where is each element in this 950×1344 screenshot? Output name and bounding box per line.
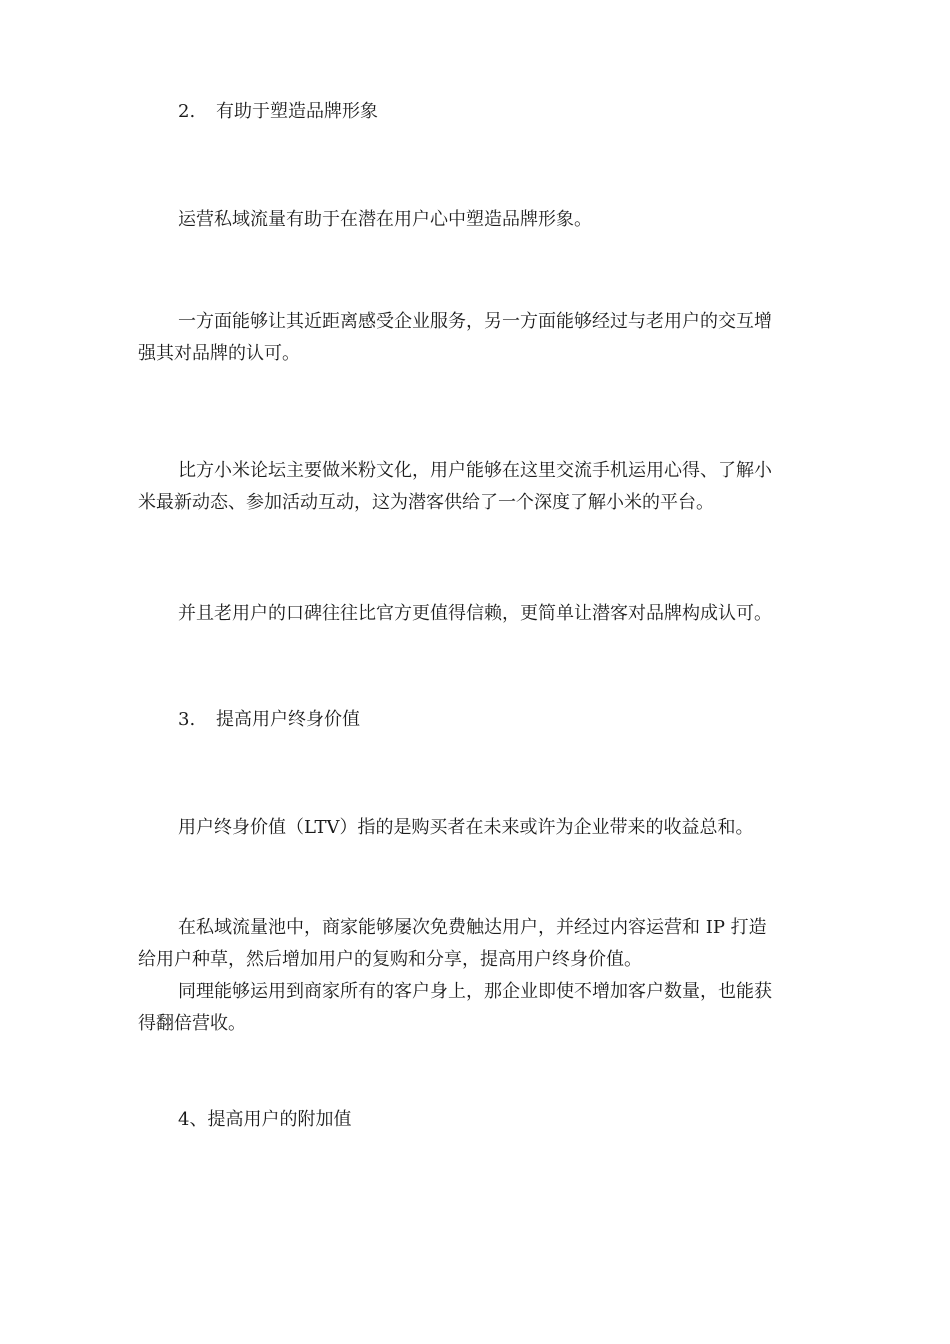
paragraph-line: 给用户种草，然后增加用户的复购和分享，提高用户终身价值。 <box>138 949 642 970</box>
paragraph-line: 在私域流量池中，商家能够屡次免费触达用户，并经过内容运营和 IP 打造 <box>178 917 767 938</box>
paragraph <box>138 455 818 519</box>
paragraph-line: 运营私域流量有助于在潜在用户心中塑造品牌形象。 <box>178 209 592 230</box>
section-heading-3 <box>138 704 858 736</box>
paragraph-line: 得翻倍营收。 <box>138 1013 246 1034</box>
paragraph-line: 一方面能够让其近距离感受企业服务，另一方面能够经过与老用户的交互增 <box>178 311 772 332</box>
section-number: 2. <box>178 101 196 122</box>
paragraph <box>138 598 858 630</box>
paragraph-line: 强其对品牌的认可。 <box>138 343 300 364</box>
paragraph-line: 米最新动态、参加活动互动，这为潜客供给了一个深度了解小米的平台。 <box>138 492 714 513</box>
paragraph <box>138 812 858 844</box>
section-title: 4、提高用户的附加值 <box>178 1109 352 1130</box>
paragraph-line: 同理能够运用到商家所有的客户身上，那企业即使不增加客户数量，也能获 <box>178 981 772 1002</box>
paragraph <box>138 204 858 236</box>
paragraph-line: 比方小米论坛主要做米粉文化，用户能够在这里交流手机运用心得、了解小 <box>178 460 772 481</box>
section-heading-2 <box>138 96 858 128</box>
section-number: 3. <box>178 709 196 730</box>
section-title: 提高用户终身价值 <box>216 709 360 730</box>
paragraph <box>138 912 818 976</box>
paragraph <box>138 306 818 370</box>
section-title: 有助于塑造品牌形象 <box>216 101 378 122</box>
paragraph-line: 用户终身价值（LTV）指的是购买者在未来或许为企业带来的收益总和。 <box>178 817 754 838</box>
section-heading-4 <box>138 1104 858 1136</box>
paragraph-line: 并且老用户的口碑往往比官方更值得信赖，更简单让潜客对品牌构成认可。 <box>178 603 772 624</box>
paragraph <box>138 976 818 1040</box>
